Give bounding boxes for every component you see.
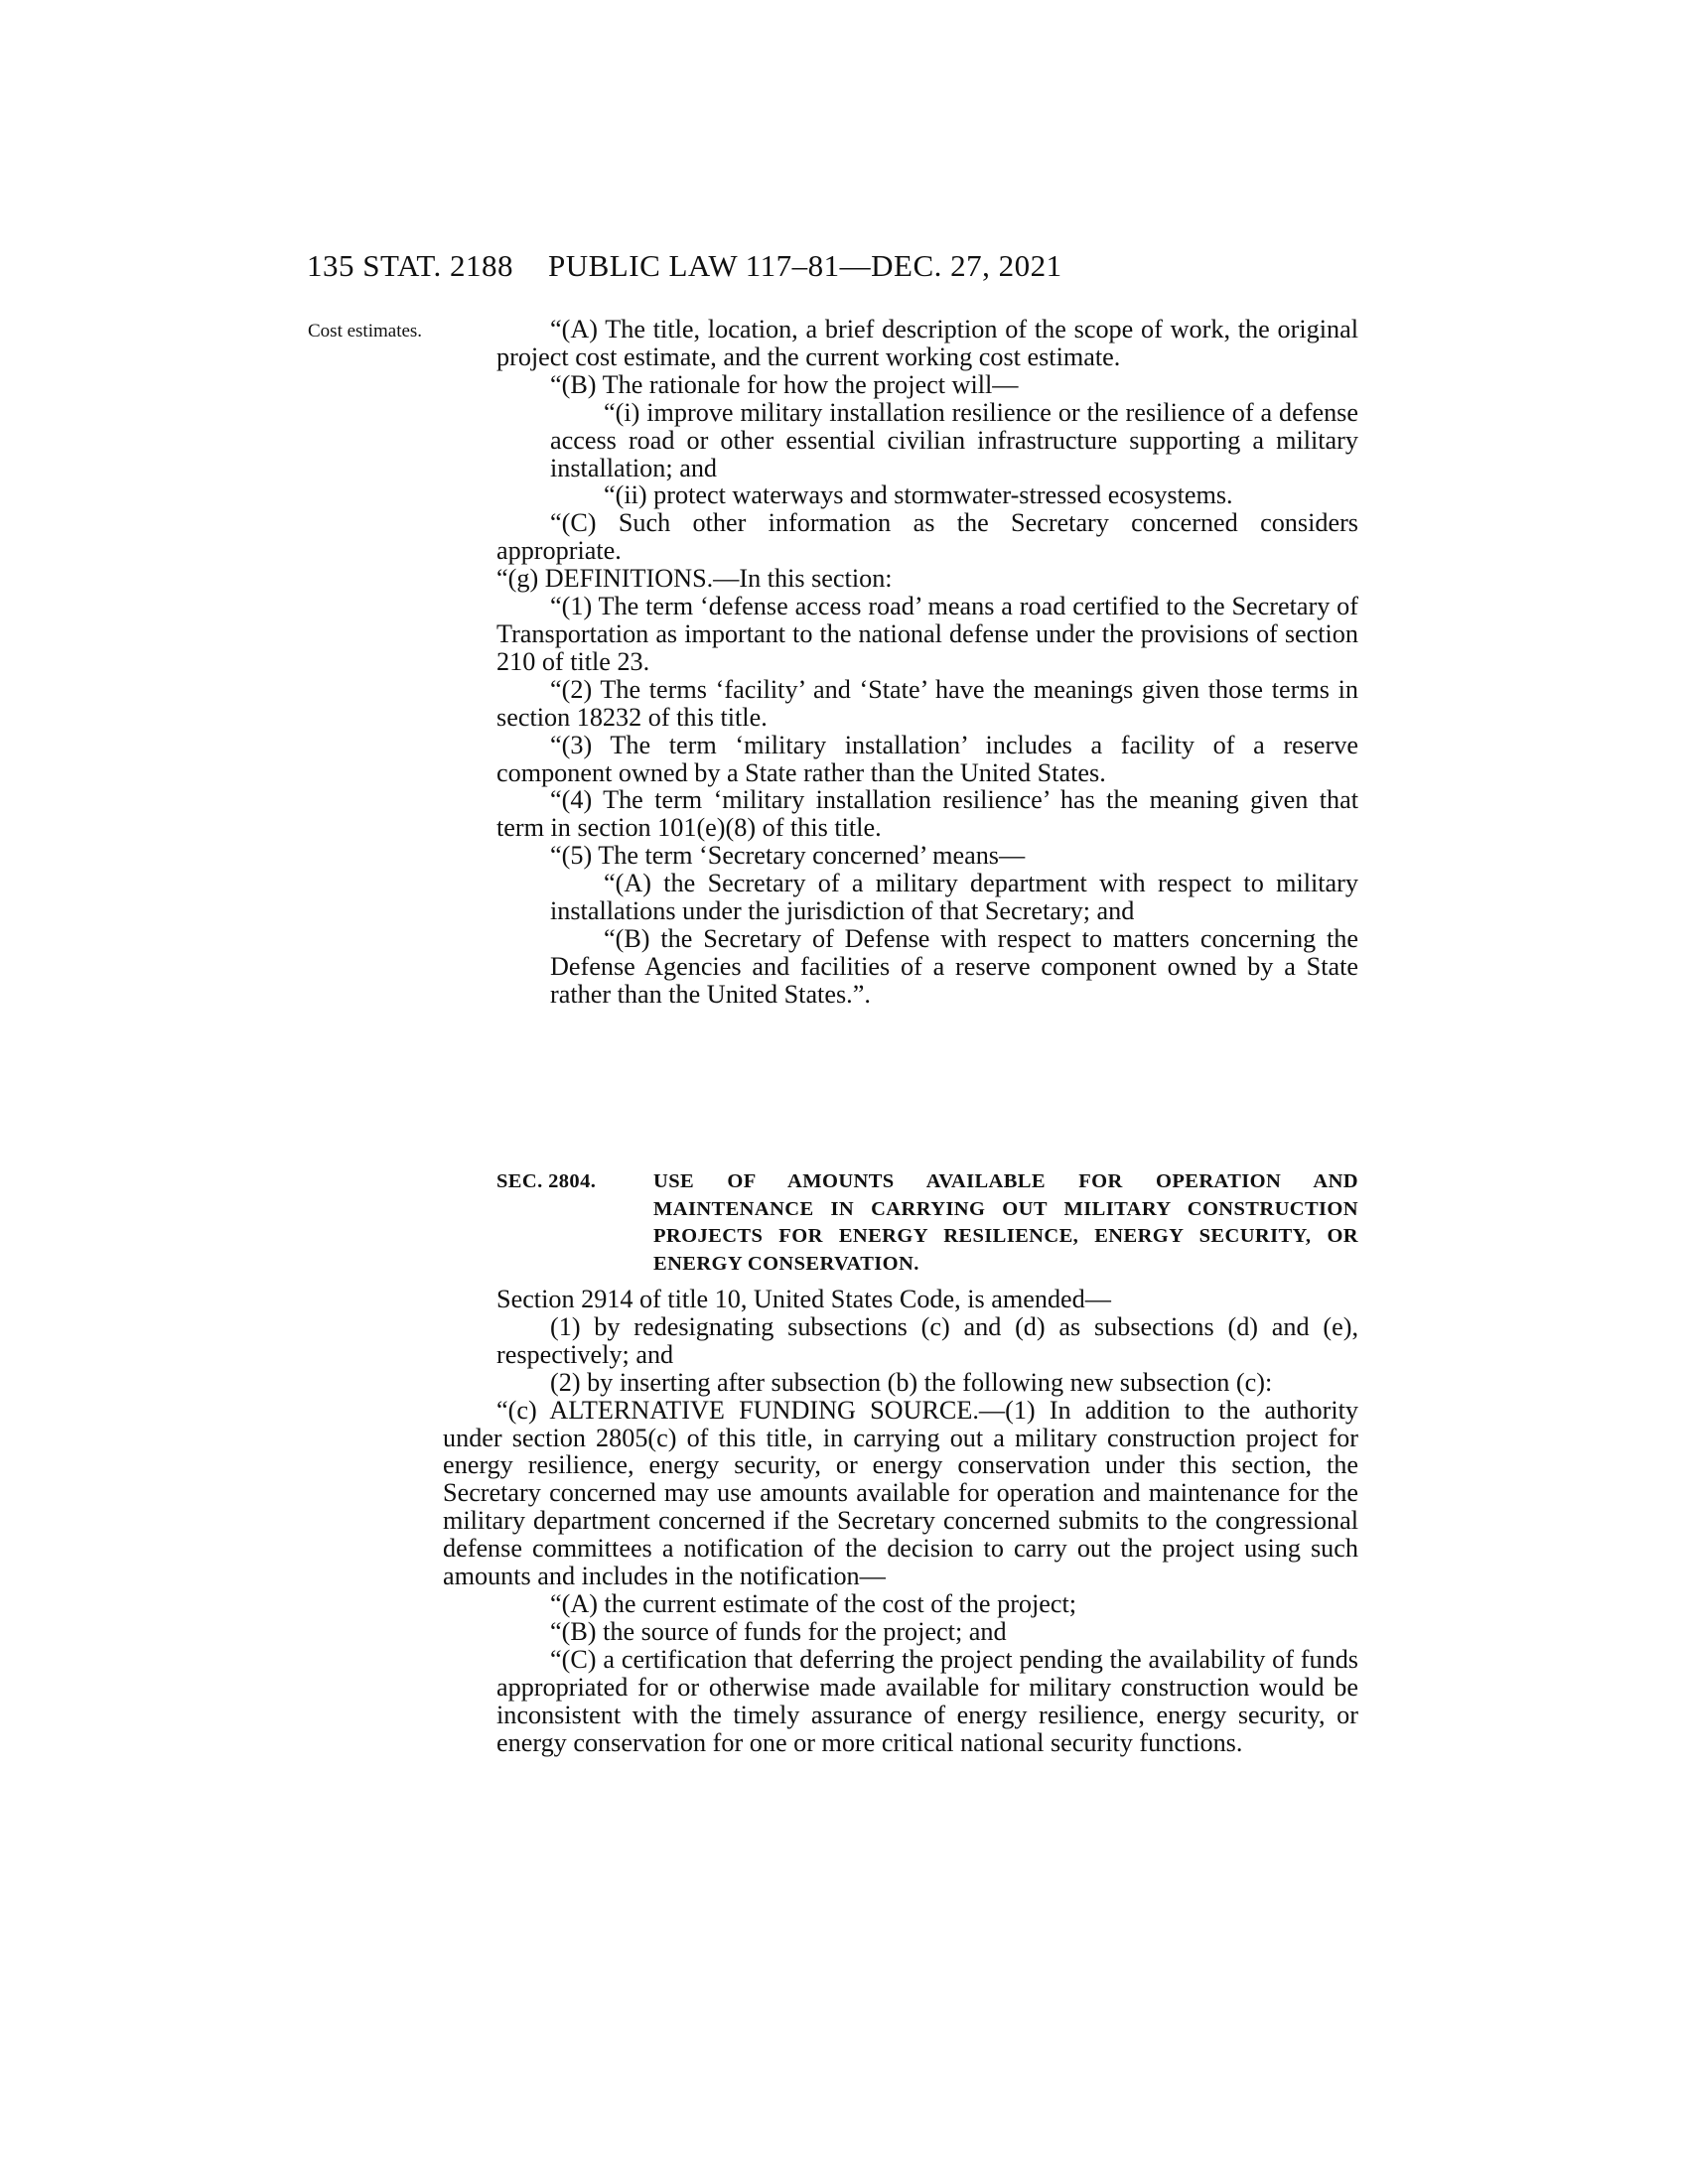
paragraph: Section 2914 of title 10, United States Code, is amended— — [496, 1285, 1111, 1313]
paragraph: “(C) a certification that deferring the project pending the availability of funds appropriated for or otherwise made available for military construction would be inconsistent with the timely assurance of energy resilience, energy security, or energy conservation for one or more critical national security functions. — [496, 1644, 1358, 1757]
paragraph: “(1) The term ‘defense access road’ means a road certified to the Secretary of Transportation as important to the national defense under the provisions of section 210 of title 23. — [496, 592, 1358, 676]
paragraph: “(B) the Secretary of Defense with respect to matters concerning the Defense Agencies and facilities of a reserve component owned by a State rather than the United States.”. — [550, 923, 1358, 1009]
paragraph: “(c) ALTERNATIVE FUNDING SOURCE.—(1) In addition to the authority under section 2805(c) of this title, in carrying out a military construction project for energy resilience, energy security, or energy conservation under this section, the Secretary concerned may use amounts available for operation and maintenance for the military department concerned if the Secretary concerned submits to the congressional defense committees a notification of the decision to carry out the project using such amounts and includes in the notification— — [443, 1395, 1358, 1591]
section-title: USE OF AMOUNTS AVAILABLE FOR OPERATION AND MAINTENANCE IN CARRYING OUT MILITARY CONSTRUCTION PROJECTS FOR ENERGY RESILIENCE, ENERGY SECURITY, OR ENERGY CONSERVATION. — [653, 1170, 1358, 1275]
statute-page-number: 135 STAT. 2188 — [307, 248, 514, 283]
paragraph: “(B) the source of funds for the project; and — [550, 1616, 1007, 1646]
paragraph: (2) by inserting after subsection (b) the following new subsection (c): — [550, 1367, 1273, 1397]
paragraph: “(4) The term ‘military installation resilience’ has the meaning given that term in section 101(e)(8) of this title. — [496, 785, 1358, 843]
paragraph: “(3) The term ‘military installation’ includes a facility of a reserve component owned by a State rather than the United States. — [496, 730, 1358, 787]
paragraph: “(ii) protect waterways and stormwater-stressed ecosystems. — [604, 480, 1233, 510]
paragraph: “(A) The title, location, a brief description of the scope of work, the original project cost estimate, and the current working cost estimate. — [496, 315, 1358, 371]
paragraph: “(g) DEFINITIONS.—In this section: — [496, 564, 893, 594]
body-text-top — [496, 316, 1358, 1009]
paragraph: “(5) The term ‘Secretary concerned’ means— — [550, 841, 1026, 871]
running-head: PUBLIC LAW 117–81—DEC. 27, 2021 — [548, 248, 1062, 283]
paragraph: “(A) the current estimate of the cost of the project; — [550, 1588, 1077, 1618]
section-number: SEC. 2804. — [496, 1170, 597, 1192]
body-text-bottom — [443, 1285, 1358, 1757]
paragraph: “(C) Such other information as the Secretary concerned considers appropriate. — [496, 508, 1358, 566]
margin-note: Cost estimates. — [308, 321, 423, 341]
paragraph: (1) by redesignating subsections (c) and (d) as subsections (d) and (e), respectively; and — [496, 1311, 1358, 1369]
section-heading — [496, 1168, 1358, 1278]
paragraph: “(A) the Secretary of a military department with respect to military installations under the jurisdiction of that Secretary; and — [550, 869, 1358, 926]
page-header — [0, 248, 1688, 288]
paragraph: “(2) The terms ‘facility’ and ‘State’ have the meanings given those terms in section 18232 of this title. — [496, 674, 1358, 732]
paragraph: “(B) The rationale for how the project will— — [550, 369, 1019, 399]
paragraph: “(i) improve military installation resilience or the resilience of a defense access road or other essential civilian infrastructure supporting a military installation; and — [550, 397, 1358, 482]
